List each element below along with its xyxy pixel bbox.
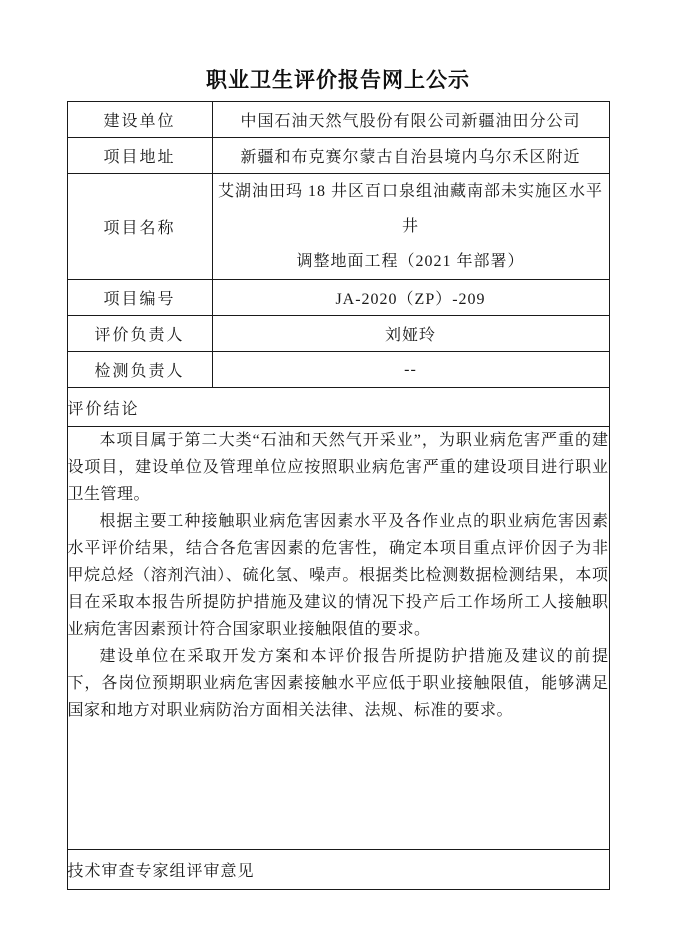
table-row-testing-manager: [67, 352, 609, 388]
table-row-evaluation-manager: [67, 316, 609, 352]
table-row-expert-review: [67, 850, 609, 890]
conclusion-text-cell: [67, 427, 609, 850]
evaluation-manager-value: 刘娅玲: [212, 316, 609, 352]
conclusion-paragraph-3: 建设单位在采取开发方案和本评价报告所提防护措施及建议的前提下，各岗位预期职业病危害因素接触水平应低于职业接触限值，能够满足国家和地方对职业病防治方面相关法律、法规、标准的要求。: [67, 648, 609, 719]
project-name-label: 项目名称: [67, 174, 212, 280]
table-row-project-address: [67, 138, 609, 174]
table-row-conclusion-label: [67, 388, 609, 427]
evaluation-manager-label: 评价负责人: [67, 316, 212, 352]
testing-manager-label: 检测负责人: [67, 352, 212, 388]
conclusion-paragraph-1: 本项目属于第二大类“石油和天然气开采业”，为职业病危害严重的建设项目，建设单位及管理单位应按照职业病危害严重的建设项目进行职业卫生管理。: [67, 432, 609, 503]
testing-manager-value: --: [212, 352, 609, 388]
project-address-value: 新疆和布克赛尔蒙古自治县境内乌尔禾区附近: [212, 138, 609, 174]
project-address-label: 项目地址: [67, 138, 212, 174]
construction-unit-label: 建设单位: [67, 102, 212, 138]
conclusion-paragraph-2: 根据主要工种接触职业病危害因素水平及各作业点的职业病危害因素水平评价结果，结合各危害因素的危害性，确定本项目重点评价因子为非甲烷总烃（溶剂汽油）、硫化氢、噪声。根据类比检测数据检测结果，本项目在采取本报告所提防护措施及建议的情况下投产后工作场所工人接触职业病危害因素预计符合国家职业接触限值的要求。: [67, 513, 609, 638]
conclusion-label: 评价结论: [67, 388, 609, 427]
publicity-form-table: [67, 101, 610, 890]
table-row-project-number: [67, 280, 609, 316]
project-number-label: 项目编号: [67, 280, 212, 316]
construction-unit-value: 中国石油天然气股份有限公司新疆油田分公司: [212, 102, 609, 138]
page-title: 职业卫生评价报告网上公示: [206, 68, 470, 92]
project-name-line-2: 调整地面工程（2021 年部署）: [296, 253, 525, 270]
table-row-construction-unit: [67, 102, 609, 138]
project-name-value: [212, 174, 609, 280]
table-row-project-name: [67, 174, 609, 280]
project-number-value: JA-2020（ZP）-209: [212, 280, 609, 316]
expert-review-label: 技术审查专家组评审意见: [67, 850, 609, 890]
table-row-conclusion-text: [67, 427, 609, 850]
project-name-line-1: 艾湖油田玛 18 井区百口泉组油藏南部未实施区水平井: [217, 183, 603, 235]
